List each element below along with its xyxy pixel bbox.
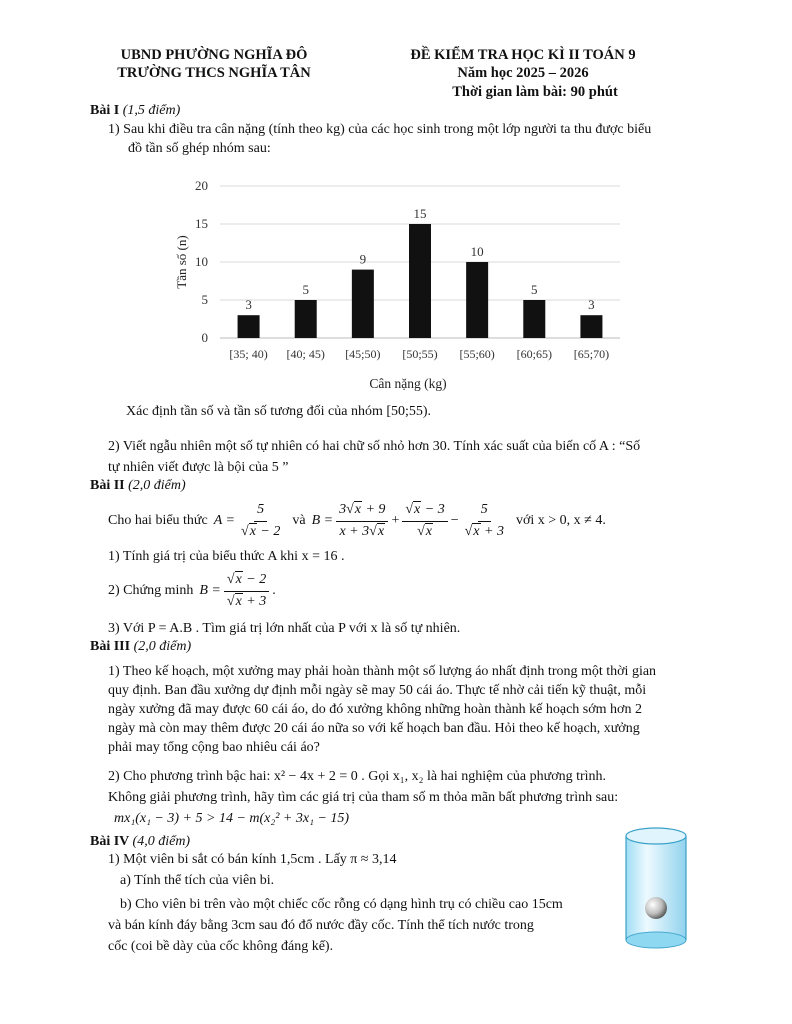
section-points: (1,5 điểm) [122, 103, 181, 118]
school-name: TRƯỜNG THCS NGHĨA TÂN [117, 65, 311, 81]
bai4-qb-line2: và bán kính đáy bằng 3cm sau đó đổ nước đầy cốc. Tính thể tích nước trong [108, 918, 534, 933]
bai3-q1-line3: ngày xưởng đã may được 60 cái áo, do đó xưởng không những hoàn thành kế hoạch sớm hơn 2 [108, 702, 642, 717]
bai3-q1-line1: 1) Theo kế hoạch, một xưởng may phải hoàn thành một số lượng áo nhất định trong một thời gian [108, 664, 657, 679]
expr-B-term2: $\frac{√x - 3}{√x}$ [402, 501, 447, 542]
section-4-heading [90, 833, 190, 852]
bai2-q2-prefix: 2) Chứng minh [108, 582, 194, 598]
section-3-heading [90, 638, 191, 657]
bar-value-label: 9 [359, 251, 367, 267]
x-tick-label: [35; 40) [229, 347, 268, 361]
bar-value-label: 3 [245, 297, 252, 313]
bar-value-label: 5 [531, 282, 538, 297]
cup-rim [626, 828, 686, 844]
bai1-q1-question: Xác định tần số và tần số tương đối của nhóm [50;55). [126, 404, 432, 419]
x-tick-label: [55;60) [459, 347, 495, 361]
bai3-q2-line2: Không giải phương trình, hãy tìm các giá trị của tham số m thỏa mãn bất phương trình sau: [108, 790, 619, 805]
bar-value-label: 15 [413, 206, 427, 221]
x-tick-label: [40; 45) [286, 347, 325, 361]
y-tick-label: 20 [195, 178, 208, 193]
bar [352, 270, 374, 338]
section-points: (2,0 điểm) [128, 478, 186, 493]
bai2-q3: 3) Với P = A.B . Tìm giá trị lớn nhất của P với x là số tự nhiên. [108, 621, 461, 636]
cup-bottom [626, 932, 686, 948]
bar [580, 315, 602, 338]
expr-B-term3: $\frac{5}{√x + 3}$ [464, 501, 504, 539]
bai4-qb-line1: b) Cho viên bi trên vào một chiếc cốc rỗng có dạng hình trụ có chiều cao 15cm [120, 897, 563, 912]
exam-title: ĐỀ KIỂM TRA HỌC KÌ II TOÁN 9 [410, 47, 636, 63]
bar [523, 300, 545, 338]
bai3-q1-line5: phải may tổng cộng bao nhiêu cái áo? [108, 740, 320, 755]
bai1-q1-line2: đồ tần số ghép nhóm sau: [128, 141, 271, 156]
section-points: (2,0 điểm) [133, 639, 192, 654]
section-title: Bài IV [90, 834, 130, 849]
bar [295, 300, 317, 338]
section-points: (4,0 điểm) [132, 834, 191, 849]
bai1-q2-line1: 2) Viết ngẫu nhiên một số tự nhiên có hai chữ số nhỏ hơn 30. Tính xác suất của biến cố A : “Số [108, 439, 641, 454]
iron-ball [645, 897, 667, 919]
x-tick-label: [50;55) [402, 347, 438, 361]
x-tick-label: [65;70) [573, 347, 610, 361]
bar-value-label: 10 [470, 244, 484, 259]
bar [409, 224, 431, 338]
section-title: Bài III [90, 639, 131, 654]
y-tick-label: 0 [201, 330, 208, 345]
bai1-q1-line1: 1) Sau khi điều tra cân nặng (tính theo kg) của các học sinh trong một lớp người ta thu được biểu [108, 122, 652, 137]
bai2-intro: Cho hai biểu thức [108, 512, 208, 528]
chart-y-label: Tần số (n) [174, 235, 189, 289]
expr-A: $\frac{5}{√x - 2}$ [241, 501, 281, 539]
bai4-qb-line3: cốc (coi bề dày của cốc không đáng kể). [108, 939, 334, 954]
bai2-q2: 2) Chứng minh B = $\frac{√x - 2}{√x + 3}$ . [108, 568, 276, 614]
bai4-qa: a) Tính thể tích của viên bi. [120, 873, 275, 888]
bai2-condition: với x > 0, x ≠ 4. [515, 512, 606, 528]
bai2-expressions: Cho hai biểu thức A = $\frac{5}{√x - 2}$ và B = $\frac{3√x + 9}{x + 3√x}$ + $\frac{√x - 3}{√x}$ − $\frac{5}{√x + 3}$ với x > 0, x ≠ 4. [108, 498, 606, 544]
bar-value-label: 3 [588, 297, 595, 313]
bai3-q1-line2: quy định. Ban đầu xưởng dự định mỗi ngày sẽ may 50 cái áo. Thực tế nhờ cải tiến kỹ thuật, mỗi [108, 683, 647, 698]
bai3-q2-line1: 2) Cho phương trình bậc hai: x² − 4x + 2 = 0 . Gọi x₁, x₂ là hai nghiệm của phương trình. [108, 769, 607, 784]
bai3-q2-inequality: mx₁(x₁ − 3) + 5 > 14 − m(x₂² + 3x₁ − 15) [114, 811, 350, 826]
school-district: UBND PHƯỜNG NGHĨA ĐÔ [120, 47, 308, 63]
section-1-heading [90, 102, 180, 121]
y-tick-label: 15 [195, 216, 208, 231]
bai4-q1: 1) Một viên bi sắt có bán kính 1,5cm . Lấy π ≈ 3,14 [108, 852, 397, 867]
school-year: Năm học 2025 – 2026 [457, 65, 589, 81]
expr-B-term1: $\frac{3√x + 9}{x + 3√x}$ [336, 501, 388, 542]
bai3-q1-line4: ngày mà còn may thêm được 20 cái áo nữa so với kế hoạch ban đầu. Hỏi theo kế hoạch, xưởng [108, 721, 640, 736]
exam-duration: Thời gian làm bài: 90 phút [452, 84, 618, 100]
bar-value-label: 5 [302, 282, 309, 297]
x-tick-label: [45;50) [345, 347, 381, 361]
frequency-bar-chart [160, 170, 630, 400]
chart-x-label: Cân nặng (kg) [369, 376, 447, 391]
section-title: Bài I [90, 103, 120, 118]
bai2-q1: 1) Tính giá trị của biểu thức A khi x = 16 . [108, 549, 345, 564]
x-tick-label: [60;65) [516, 347, 552, 361]
bar [466, 262, 488, 338]
bai1-q2-line2: tự nhiên viết được là bội của 5 ” [108, 460, 289, 475]
section-title: Bài II [90, 478, 125, 493]
cup-body [626, 836, 686, 940]
y-tick-label: 5 [201, 292, 208, 307]
cylinder-cup-illustration [620, 822, 692, 952]
bar [238, 315, 260, 338]
expr-B-simplified: $\frac{√x - 2}{√x + 3}$ [224, 571, 269, 612]
chart-y-ticks [195, 178, 208, 345]
section-2-heading [90, 477, 186, 496]
y-tick-label: 10 [195, 254, 208, 269]
